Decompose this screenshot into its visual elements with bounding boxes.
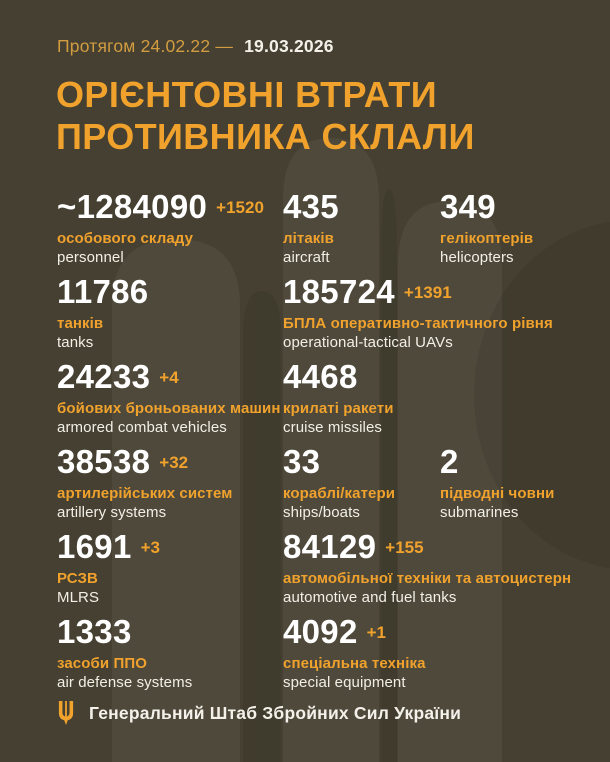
stat-value-line [440, 444, 597, 480]
stat-special-equipment [283, 614, 597, 699]
stat-label-uk: літаків [283, 229, 334, 247]
stat-label-en: operational-tactical UAVs [283, 333, 453, 351]
stats-grid [57, 189, 597, 699]
stat-value-line [283, 359, 597, 395]
stat-label-uk: підводні човни [440, 484, 555, 502]
stat-value: 24233 [57, 358, 151, 395]
stat-value-line [283, 529, 597, 565]
stat-label-en: aircraft [283, 248, 330, 266]
stat-value: 2 [440, 443, 459, 480]
stat-label-uk: спеціальна техніка [283, 654, 426, 672]
stat-label-uk: артилерійських систем [57, 484, 233, 502]
stat-value: 84129 [283, 528, 377, 565]
stat-label-uk: засоби ППО [57, 654, 147, 672]
footer [57, 701, 461, 725]
stat-label-en: ships/boats [283, 503, 360, 521]
stat-mlrs [57, 529, 283, 614]
stat-label-en: automotive and fuel tanks [283, 588, 457, 606]
tryzub-icon [57, 701, 75, 725]
stat-value-line [57, 359, 283, 395]
stat-value: ~1284090 [57, 188, 208, 225]
stat-helicopters [440, 189, 597, 274]
stat-label-en: helicopters [440, 248, 514, 266]
date-range-value: 19.03.2026 [244, 36, 334, 56]
stat-label-en: special equipment [283, 673, 406, 691]
stat-delta: +155 [385, 538, 424, 558]
stat-label-en: submarines [440, 503, 519, 521]
stat-label-uk: БПЛА оперативно-тактичного рівня [283, 314, 553, 332]
stat-delta: +3 [140, 538, 161, 558]
stat-value: 4092 [283, 613, 358, 650]
stat-value: 4468 [283, 358, 358, 395]
stat-delta: +1520 [216, 198, 264, 218]
stat-value-line [57, 274, 283, 310]
stat-value-line [283, 444, 440, 480]
stat-automotive [283, 529, 597, 614]
stat-value: 38538 [57, 443, 151, 480]
page-title-line1: ОРІЄНТОВНІ ВТРАТИ [56, 74, 438, 115]
stat-value: 1691 [57, 528, 132, 565]
stat-label-uk: особового складу [57, 229, 194, 247]
date-range [57, 36, 334, 57]
stat-label-en: MLRS [57, 588, 100, 606]
stat-value-line [57, 444, 283, 480]
stat-label-en: tanks [57, 333, 94, 351]
stat-value-line [283, 274, 597, 310]
stat-personnel [57, 189, 283, 274]
stat-label-uk: кораблі/катери [283, 484, 396, 502]
stat-label-en: personnel [57, 248, 124, 266]
stat-value: 1333 [57, 613, 132, 650]
stat-value-line [57, 614, 283, 650]
stat-label-en: cruise missiles [283, 418, 383, 436]
stat-ships [283, 444, 440, 529]
stat-delta: +32 [159, 453, 189, 473]
stat-label-uk: танків [57, 314, 104, 332]
stat-value-line [57, 529, 283, 565]
stat-aircraft [283, 189, 440, 274]
stat-value-line [440, 189, 597, 225]
stat-value-line [57, 189, 283, 225]
stat-cruise-missiles [283, 359, 597, 444]
stat-value: 435 [283, 188, 339, 225]
stat-artillery [57, 444, 283, 529]
stat-delta: +4 [159, 368, 179, 388]
footer-org-name: Генеральний Штаб Збройних Сил України [89, 702, 462, 723]
stat-value: 185724 [283, 273, 395, 310]
stat-value: 33 [283, 443, 321, 480]
stat-armored-vehicles [57, 359, 283, 444]
page-title [56, 74, 475, 159]
stat-uavs [283, 274, 597, 359]
stat-label-en: air defense systems [57, 673, 193, 691]
date-range-prefix: Протягом 24.02.22 — [57, 36, 234, 56]
stat-delta: +1391 [403, 283, 452, 303]
stat-label-en: armored combat vehicles [57, 418, 227, 436]
stat-label-uk: бойових броньованих машин [57, 399, 281, 417]
stat-label-uk: РСЗВ [57, 569, 98, 587]
stat-value: 349 [440, 188, 496, 225]
stat-label-uk: гелікоптерів [440, 229, 534, 247]
stat-label-uk: автомобільної техніки та автоцистерн [283, 569, 572, 587]
stat-value-line [283, 614, 597, 650]
stat-value-line [283, 189, 440, 225]
stat-submarines [440, 444, 597, 529]
stat-delta: +1 [366, 623, 387, 643]
stat-value: 11786 [57, 273, 149, 310]
stat-tanks [57, 274, 283, 359]
stat-label-en: artillery systems [57, 503, 167, 521]
stat-air-defense [57, 614, 283, 699]
page-title-line2: ПРОТИВНИКА СКЛАЛИ [56, 116, 475, 158]
stat-label-uk: крилаті ракети [283, 399, 394, 417]
